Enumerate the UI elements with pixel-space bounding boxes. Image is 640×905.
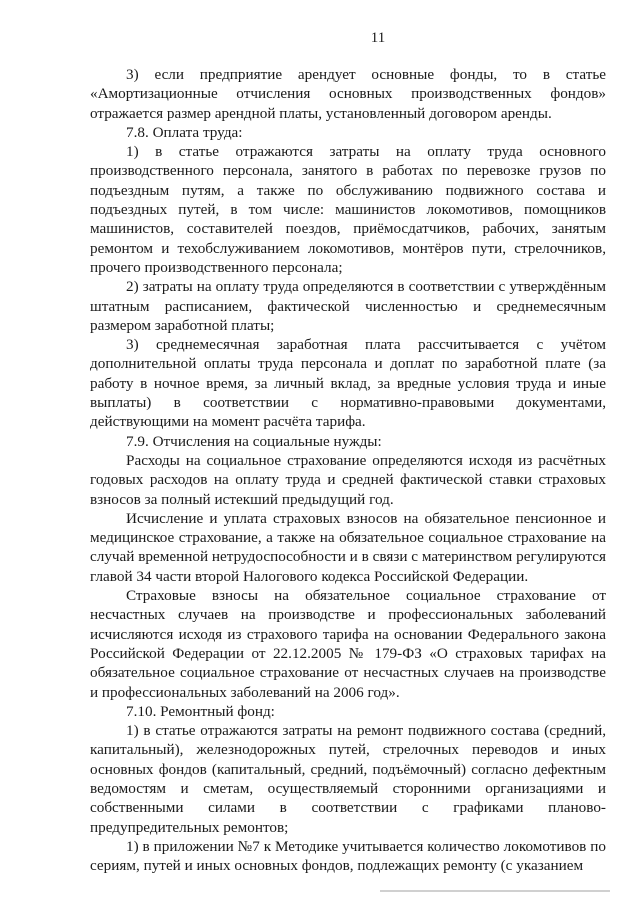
paragraph-social-insurance: Расходы на социальное страхование определяются исходя из расчётных годовых расходов на оплату труда и средней фактической ставки страховых взносов за полный истекший предыдущий год. [90,451,606,508]
paragraph-accident-insurance: Страховые взносы на обязательное социальное страхование от несчастных случаев на производстве и профессиональных заболеваний исчисляются исходя из страхового тарифа на основании Федерального закона Российской Федерации от 22.12.2005 № 179-ФЗ «О страховых тарифах на обязательное социальное страхование от несчастных случаев на производстве и профессиональных заболеваний на 2006 год». [90,587,606,701]
section-heading-7-9: 7.9. Отчисления на социальные нужды: [126,432,382,450]
scan-artifact-line [380,890,610,892]
section-heading-7-10: 7.10. Ремонтный фонд: [126,702,275,720]
paragraph-insurance-contributions: Исчисление и уплата страховых взносов на обязательное пенсионное и медицинское страхование, а также на обязательное социальное страхование на случай временной нетрудоспособности и в связи с материнством регулируются главой 34 части второй Налогового кодекса Российской Федерации. [90,509,606,585]
section-heading-7-8: 7.8. Оплата труда: [126,123,243,141]
paragraph-labor-costs: 1) в статье отражаются затраты на оплату труда основного производственного персонала, занятого в работах по перевозке грузов по подъездным путям, а также по обслуживанию подвижного состава и подъездных путей, в том числе: машинистов локомотивов, помощников машинистов, составителей поездов, приёмосдатчиков, рабочих, занятым ремонтом и техобслуживанием локомотивов, монтёров пути, стрелочников, прочего производственного персонала; [90,143,606,276]
page-number: 11 [370,30,386,46]
paragraph-average-salary: 3) среднемесячная заработная плата рассчитывается с учётом дополнительной оплаты труда персонала и доплат по заработной плате (за работу в ночное время, за личный вклад, за вредные условия труда и иные выплаты) в соответствии с нормативно-правовыми документами, действующими на момент расчёта тарифа. [90,336,606,431]
paragraph-rent: 3) если предприятие арендует основные фонды, то в статье «Амортизационные отчисления основных производственных фондов» отражается размер арендной платы, установленный договором аренды. [90,66,606,122]
paragraph-labor-determination: 2) затраты на оплату труда определяются в соответствии с утверждённым штатным расписанием, фактической численностью и среднемесячным размером заработной платы; [90,278,606,334]
paragraph-appendix-7: 1) в приложении №7 к Методике учитывается количество локомотивов по сериям, путей и иных основных фондов, подлежащих ремонту (с указанием [90,837,606,875]
paragraph-repair-costs: 1) в статье отражаются затраты на ремонт подвижного состава (средний, капитальный), железнодорожных путей, стрелочных переводов и иных основных фондов (капитальный, средний, подъёмочный) согласно дефектным ведомостям и сметам, осуществляемый сторонними организациями и собственными силами в соответствии с графиками планово-предупредительных ремонтов; [90,722,606,836]
